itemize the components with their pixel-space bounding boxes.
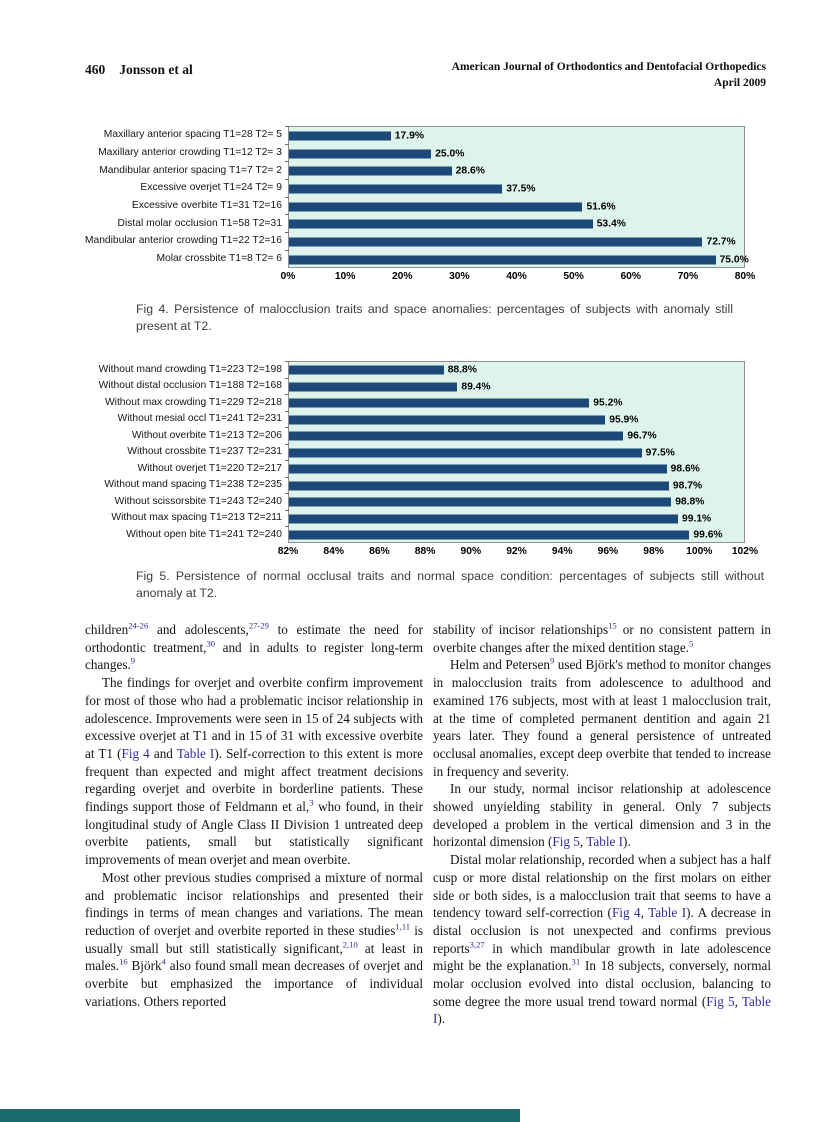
chart-bar-row — [289, 362, 744, 379]
chart-category-label: Molar crossbite T1=8 T2= 6 — [156, 253, 282, 265]
chart-bar-row — [289, 198, 744, 216]
chart-x-tick: 92% — [506, 545, 527, 557]
fig5-category-labels — [85, 361, 288, 561]
chart-x-tick: 98% — [643, 545, 664, 557]
chart-category-label: Without scissorsbite T1=243 T2=240 — [114, 495, 282, 507]
chart-x-tick: 90% — [460, 545, 482, 557]
crossref-link[interactable]: Table I — [648, 905, 687, 921]
chart-bar-value: 25.0% — [435, 148, 465, 160]
reference-superscript: 5 — [688, 638, 694, 649]
chart-category-label: Without overbite T1=213 T2=206 — [131, 429, 282, 441]
chart-category-label: Distal molar occlusion T1=58 T2=31 — [117, 217, 282, 229]
chart-x-tick: 20% — [391, 270, 413, 282]
journal-issue: April 2009 — [713, 76, 766, 89]
chart-bar-value: 98.6% — [670, 463, 700, 475]
chart-bar-value: 88.8% — [447, 364, 477, 376]
chart-bar-value: 75.0% — [719, 254, 749, 266]
reference-superscript: 27-29 — [248, 620, 269, 631]
reference-superscript: 4 — [161, 956, 166, 967]
chart-bar-row — [289, 233, 744, 251]
chart-bar — [289, 167, 452, 176]
chart-category-label: Without open bite T1=241 T2=240 — [126, 528, 282, 540]
fig4-chart — [84, 126, 756, 286]
crossref-link[interactable]: Fig 5 — [706, 993, 735, 1009]
chart-bar-row — [289, 527, 744, 544]
chart-x-tick: 40% — [506, 270, 527, 282]
chart-bar-value: 99.1% — [682, 513, 712, 525]
chart-bar — [289, 531, 689, 540]
footer-accent-bar — [0, 1109, 520, 1122]
body-paragraph: In our study, normal incisor relationship at adolescence showed unyielding stability in general. Only 7 subjects developed a problem in the vertical dimension and 3 in the horizontal dimension (Fig 5, Table I). — [433, 781, 771, 850]
chart-bar-row — [289, 251, 749, 269]
chart-bar — [289, 149, 431, 158]
chart-bar-value: 99.6% — [693, 529, 723, 541]
chart-bar — [289, 131, 391, 140]
fig5-caption: Fig 5. Persistence of normal occlusal traits and normal space condition: percentages of subjects still without anomaly at T2. — [136, 569, 764, 600]
chart-bar — [289, 448, 642, 457]
chart-bar-row — [289, 494, 744, 511]
fig4-x-axis — [280, 270, 756, 286]
chart-x-tick: 84% — [323, 545, 344, 557]
chart-category-label: Without max crowding T1=229 T2=218 — [104, 396, 282, 408]
chart-bar-value: 95.2% — [593, 397, 623, 409]
reference-superscript: 9 — [130, 656, 136, 667]
fig4-caption: Fig 4. Persistence of malocclusion traits and space anomalies: percentages of subjects with anomaly still present at T2. — [136, 302, 733, 333]
chart-x-tick: 86% — [369, 545, 390, 557]
chart-bar-row — [289, 180, 744, 198]
chart-bar-row — [289, 395, 744, 412]
chart-bar-value: 28.6% — [455, 165, 485, 177]
chart-category-label: Maxillary anterior crowding T1=12 T2= 3 — [98, 147, 282, 159]
body-paragraph: Distal molar relationship, recorded when a subject has a half cusp or more distal relationship on the first molars on either side or both sides, is a malocclusion trait that seems to have a tendency toward self-correction (Fig 4, Table I). A decrease in distal occlusion is not unexpected and confirms previous reports$^{3,27}$ in which mandibular growth in late adolescence might be the explanation.$^{31}$ In 18 subjects, conversely, normal molar occlusion evolved into distal occlusion, balancing to some degree the more usual trend toward normal (Fig 5, Table I). — [433, 852, 772, 1027]
chart-bar — [289, 220, 593, 229]
journal-title: American Journal of Orthodontics and Dentofacial Orthopedics — [451, 61, 766, 73]
body-right-column — [433, 621, 771, 1028]
chart-x-tick: 82% — [277, 545, 299, 557]
reference-superscript: 15 — [608, 620, 617, 631]
chart-category-label: Without crossbite T1=237 T2=231 — [127, 446, 282, 458]
chart-category-label: Mandibular anterior crowding T1=22 T2=16 — [84, 235, 282, 247]
chart-bar-value: 89.4% — [461, 381, 491, 393]
chart-bar-row — [289, 478, 744, 495]
reference-superscript: 1,11 — [395, 921, 411, 932]
crossref-link[interactable]: Table I — [176, 745, 215, 761]
crossref-link[interactable]: Fig 5 — [552, 834, 580, 850]
chart-bar-value: 17.9% — [394, 130, 424, 142]
chart-bar-value: 98.8% — [675, 496, 705, 508]
chart-x-tick: 80% — [734, 270, 756, 282]
chart-x-tick: 0% — [280, 270, 296, 282]
chart-bar — [289, 382, 457, 391]
chart-bar-row — [289, 511, 744, 528]
chart-category-label: Excessive overjet T1=24 T2= 9 — [140, 182, 282, 194]
crossref-link[interactable]: Fig 4 — [121, 745, 150, 761]
chart-bar-value: 95.9% — [609, 414, 639, 426]
chart-category-label: Without mand crowding T1=223 T2=198 — [98, 363, 282, 375]
fig5-chart — [85, 361, 759, 561]
reference-superscript: 3 — [309, 797, 314, 808]
reference-superscript: 9 — [550, 656, 555, 667]
body-paragraph: The findings for overjet and overbite confirm improvement for most of those who had a problematic incisor relationship in adolescence. Improvements were seen in 15 of 24 subjects with excessive overjet at T1 and in 15 of 31 with excessive overbite at T1 (Fig 4 and Table I). Self-correction to this extent is more frequent than expected and might affect treatment decisions regarding overjet and overbite in borderline patients. These findings support those of Feldmann et al,$^3$ who found, in their longitudinal study of Angle Class II Division 1 untreated deep overbite patients, small but statistically significant improvements of mean overjet and mean overbite. — [85, 675, 424, 868]
chart-bar-row — [289, 162, 744, 180]
chart-category-label: Without distal occlusion T1=188 T2=168 — [98, 380, 282, 392]
crossref-link[interactable]: Table I — [586, 834, 624, 850]
chart-bar — [289, 202, 582, 211]
chart-x-tick: 96% — [597, 545, 619, 557]
crossref-link[interactable]: Fig 4 — [611, 905, 641, 921]
chart-category-label: Mandibular anterior spacing T1=7 T2= 2 — [99, 164, 282, 176]
chart-bar — [289, 184, 502, 193]
reference-superscript: 2,10 — [342, 939, 358, 950]
chart-category-label: Without max spacing T1=213 T2=211 — [111, 512, 282, 524]
chart-category-label: Maxillary anterior spacing T1=28 T2= 5 — [103, 129, 282, 141]
header-right — [452, 60, 766, 91]
chart-bar — [289, 255, 716, 264]
reference-superscript: 24-26 — [128, 620, 149, 631]
chart-bar — [289, 465, 667, 474]
chart-bar-row — [289, 428, 744, 445]
chart-bar-row — [289, 145, 744, 163]
chart-bar — [289, 498, 671, 507]
fig4-plot-area — [288, 126, 749, 268]
body-left-column — [85, 621, 423, 1010]
chart-bar-value: 51.6% — [586, 201, 616, 213]
chart-bar-row — [289, 461, 744, 478]
chart-category-label: Without overjet T1=220 T2=217 — [137, 462, 282, 474]
body-paragraph: children$^{24-26}$ and adolescents,$^{27-29}$ to estimate the need for orthodontic treatment,$^{30}$ and in adults to register long-term changes.$^9$ — [85, 620, 423, 673]
reference-superscript: 31 — [571, 956, 581, 967]
crossref-link[interactable]: Table I — [433, 993, 772, 1027]
chart-bar-row — [289, 445, 744, 462]
header-left — [85, 62, 193, 78]
chart-bar-value: 97.5% — [645, 447, 675, 459]
chart-bar — [289, 481, 669, 490]
chart-x-tick: 10% — [334, 270, 356, 282]
chart-bar-value: 96.7% — [627, 430, 657, 442]
chart-x-tick: 60% — [620, 270, 642, 282]
chart-x-tick: 100% — [686, 545, 713, 557]
chart-x-tick: 70% — [677, 270, 699, 282]
chart-category-label: Without mesial occl T1=241 T2=231 — [117, 413, 282, 425]
chart-bar — [289, 366, 444, 375]
chart-bar-value: 37.5% — [506, 183, 536, 195]
chart-x-tick: 94% — [551, 545, 573, 557]
chart-bar-value: 53.4% — [596, 218, 626, 230]
chart-x-tick: 30% — [449, 270, 470, 282]
fig5-plot-area — [288, 361, 745, 543]
chart-category-label: Excessive overbite T1=31 T2=16 — [131, 200, 282, 212]
chart-bar-row — [289, 412, 744, 429]
fig4-category-labels — [85, 126, 288, 286]
chart-x-tick: 102% — [731, 545, 759, 557]
chart-category-label: Without mand spacing T1=238 T2=235 — [104, 479, 282, 491]
chart-bar — [289, 432, 623, 441]
reference-superscript: 3,27 — [469, 939, 485, 950]
chart-x-tick: 50% — [563, 270, 584, 282]
chart-bar — [289, 415, 605, 424]
chart-bar — [289, 399, 589, 408]
body-paragraph: stability of incisor relationships$^{15}$ or no consistent pattern in overbite changes after the mixed dentition stage.$^5$ — [433, 620, 772, 655]
chart-bar — [289, 514, 678, 523]
body-paragraph: Helm and Petersen$^9$ used Björk's method to monitor changes in malocclusion traits from adolescence to adulthood and examined 176 subjects, most with at least 1 malocclusion trait, at the time of completed permanent dentition and again 21 years later. They found a general persistence of untreated occlusal anomalies, except deep overbite that tended to increase in frequency and severity. — [433, 656, 772, 779]
chart-bar-row — [289, 379, 744, 396]
page-number: 460 — [85, 62, 106, 77]
reference-superscript: 30 — [206, 638, 216, 649]
chart-bar-row — [289, 127, 744, 145]
chart-bar — [289, 237, 702, 246]
running-authors: Jonsson et al — [119, 62, 193, 77]
chart-bar-value: 98.7% — [672, 480, 703, 492]
chart-bar-row — [289, 215, 744, 233]
chart-bar-value: 72.7% — [706, 236, 736, 248]
body-paragraph: Most other previous studies comprised a mixture of normal and problematic incisor relationships and presented their findings in terms of mean changes and variations. The mean reduction of overjet and overbite reported in these studies$^{1,11}$ is usually small but still statistically significant,$^{2,10}$ at least in males.$^{16}$ Björk$^4$ also found small mean decreases of overjet and overbite but emphasized the importance of individual variations. Others reported — [85, 869, 424, 1009]
fig5-x-axis — [277, 545, 759, 561]
reference-superscript: 16 — [119, 956, 128, 967]
chart-x-tick: 88% — [414, 545, 436, 557]
